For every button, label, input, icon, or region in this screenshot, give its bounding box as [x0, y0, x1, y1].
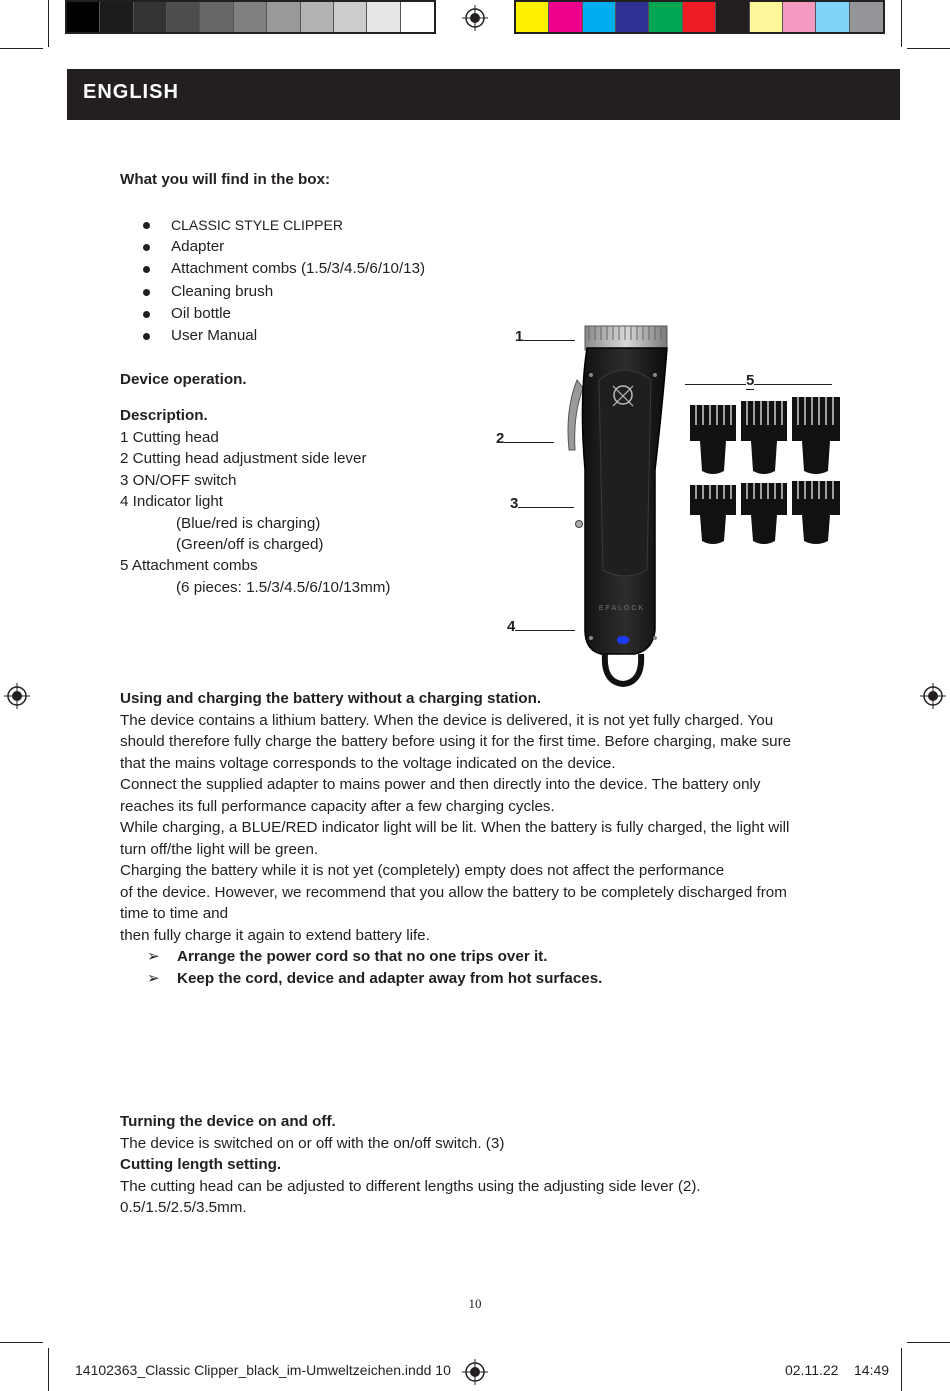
description-heading: Description.: [120, 407, 208, 424]
color-swatch: [716, 2, 749, 32]
list-item: Oil bottle: [120, 303, 425, 325]
paragraph-line: of the device. However, we recommend that you allow the battery to be completely discharged from: [120, 883, 787, 901]
crop-mark: [0, 1342, 43, 1343]
description-line: 3 ON/OFF switch: [120, 472, 237, 489]
callout-4: 4: [507, 616, 575, 635]
callout-5: 5: [685, 370, 832, 389]
callout-1: 1: [515, 326, 575, 345]
brand-engraving: EFALOCK: [598, 605, 646, 612]
combs-note: (6 pieces: 1.5/3/4.5/6/10/13mm): [176, 579, 391, 596]
color-swatch: [200, 2, 233, 32]
footer-file-name: 14102363_Classic Clipper_black_im-Umweltzeichen.indd 10: [75, 1362, 451, 1378]
color-swatch: [616, 2, 649, 32]
crop-mark: [907, 1342, 950, 1343]
onoff-heading: Turning the device on and off.: [120, 1113, 336, 1130]
paragraph-line: While charging, a BLUE/RED indicator light will be lit. When the battery is fully charged, the light will: [120, 819, 790, 836]
color-swatch: [816, 2, 849, 32]
color-swatch: [67, 2, 100, 32]
paragraph-line: should therefore fully charge the battery before using it for the first time. Before charging, make sure: [120, 733, 792, 750]
list-item: Cleaning brush: [120, 281, 425, 303]
color-swatch: [850, 2, 883, 32]
attachment-combs-illustration: [688, 395, 844, 547]
crop-mark: [48, 0, 49, 47]
color-swatch: [516, 2, 549, 32]
color-swatch: [401, 2, 434, 32]
crop-mark: [901, 0, 902, 47]
color-swatch: [683, 2, 716, 32]
color-swatch: [367, 2, 400, 32]
bullet-icon: [143, 333, 150, 340]
language-title: ENGLISH: [83, 81, 179, 103]
list-item: Attachment combs (1.5/3/4.5/6/10/13): [120, 258, 425, 280]
registration-mark-icon: [462, 1359, 488, 1385]
color-swatch: [649, 2, 682, 32]
description-line: 1 Cutting head: [120, 429, 219, 446]
list-item: Adapter: [120, 236, 425, 258]
paragraph-line: then fully charge it again to extend battery life.: [120, 926, 430, 944]
cutting-text: The cutting head can be adjusted to different lengths using the adjusting side lever (2).: [120, 1177, 701, 1195]
paragraph-line: reaches its full performance capacity after a few charging cycles.: [120, 797, 555, 815]
registration-mark-icon: [4, 683, 30, 709]
paragraph-line: turn off/the light will be green.: [120, 840, 319, 858]
color-swatch: [234, 2, 267, 32]
box-contents-list: [120, 214, 425, 347]
color-swatch: [301, 2, 334, 32]
color-swatch: [267, 2, 300, 32]
charging-section: [120, 688, 860, 989]
page-number: 10: [468, 1296, 482, 1311]
bullet-icon: [143, 222, 150, 229]
color-swatch: [783, 2, 816, 32]
bullet-icon: [143, 289, 150, 296]
warning-item: ➢ Keep the cord, device and adapter away from hot surfaces.: [120, 968, 860, 990]
bullet-icon: [143, 266, 150, 273]
color-swatch: [100, 2, 133, 32]
description-line: 5 Attachment combs: [120, 557, 258, 574]
charging-heading: Using and charging the battery without a charging station.: [120, 690, 542, 707]
operation-heading: Device operation.: [120, 371, 247, 388]
description-line: 4 Indicator light: [120, 493, 223, 510]
paragraph-line: Charging the battery while it is not yet (completely) empty does not affect the performance: [120, 862, 725, 879]
grayscale-color-bar: [65, 0, 436, 34]
footer-date: 02.11.22: [785, 1362, 839, 1378]
warning-item: ➢ Arrange the power cord so that no one trips over it.: [120, 946, 860, 968]
list-item: User Manual: [120, 325, 425, 347]
callout-2: 2: [496, 428, 554, 447]
color-swatch: [549, 2, 582, 32]
crop-mark: [0, 48, 43, 49]
footer-time: 14:49: [854, 1362, 890, 1378]
bullet-icon: [143, 311, 150, 318]
description-line: 2 Cutting head adjustment side lever: [120, 450, 367, 467]
box-heading: What you will find in the box:: [120, 171, 331, 188]
cmyk-color-bar: [514, 0, 885, 34]
cutting-heading: Cutting length setting.: [120, 1156, 282, 1173]
callout-3: 3: [510, 493, 574, 512]
crop-mark: [901, 1348, 902, 1391]
color-swatch: [134, 2, 167, 32]
color-swatch: [334, 2, 367, 32]
arrow-bullet-icon: ➢: [147, 948, 160, 965]
color-swatch: [167, 2, 200, 32]
crop-mark: [907, 48, 950, 49]
list-item: CLASSIC STYLE CLIPPER: [120, 214, 425, 236]
color-swatch: [583, 2, 616, 32]
language-header: [67, 69, 900, 120]
paragraph-line: Connect the supplied adapter to mains power and then directly into the device. The battery only: [120, 776, 761, 793]
arrow-bullet-icon: ➢: [147, 969, 160, 987]
paragraph-line: that the mains voltage corresponds to the voltage indicated on the device.: [120, 754, 616, 772]
registration-mark-icon: [920, 683, 946, 709]
cutting-lengths: 0.5/1.5/2.5/3.5mm.: [120, 1199, 247, 1216]
operation-section: [120, 1111, 860, 1219]
paragraph-line: The device contains a lithium battery. When the device is delivered, it is not yet fully charged. You: [120, 711, 774, 729]
color-swatch: [750, 2, 783, 32]
crop-mark: [48, 1348, 49, 1391]
registration-mark-icon: [462, 5, 488, 31]
bullet-icon: [143, 244, 150, 251]
indicator-note: (Green/off is charged): [176, 536, 324, 553]
paragraph-line: time to time and: [120, 905, 229, 922]
indicator-note: (Blue/red is charging): [176, 515, 321, 532]
onoff-text: The device is switched on or off with the on/off switch. (3): [120, 1134, 505, 1152]
